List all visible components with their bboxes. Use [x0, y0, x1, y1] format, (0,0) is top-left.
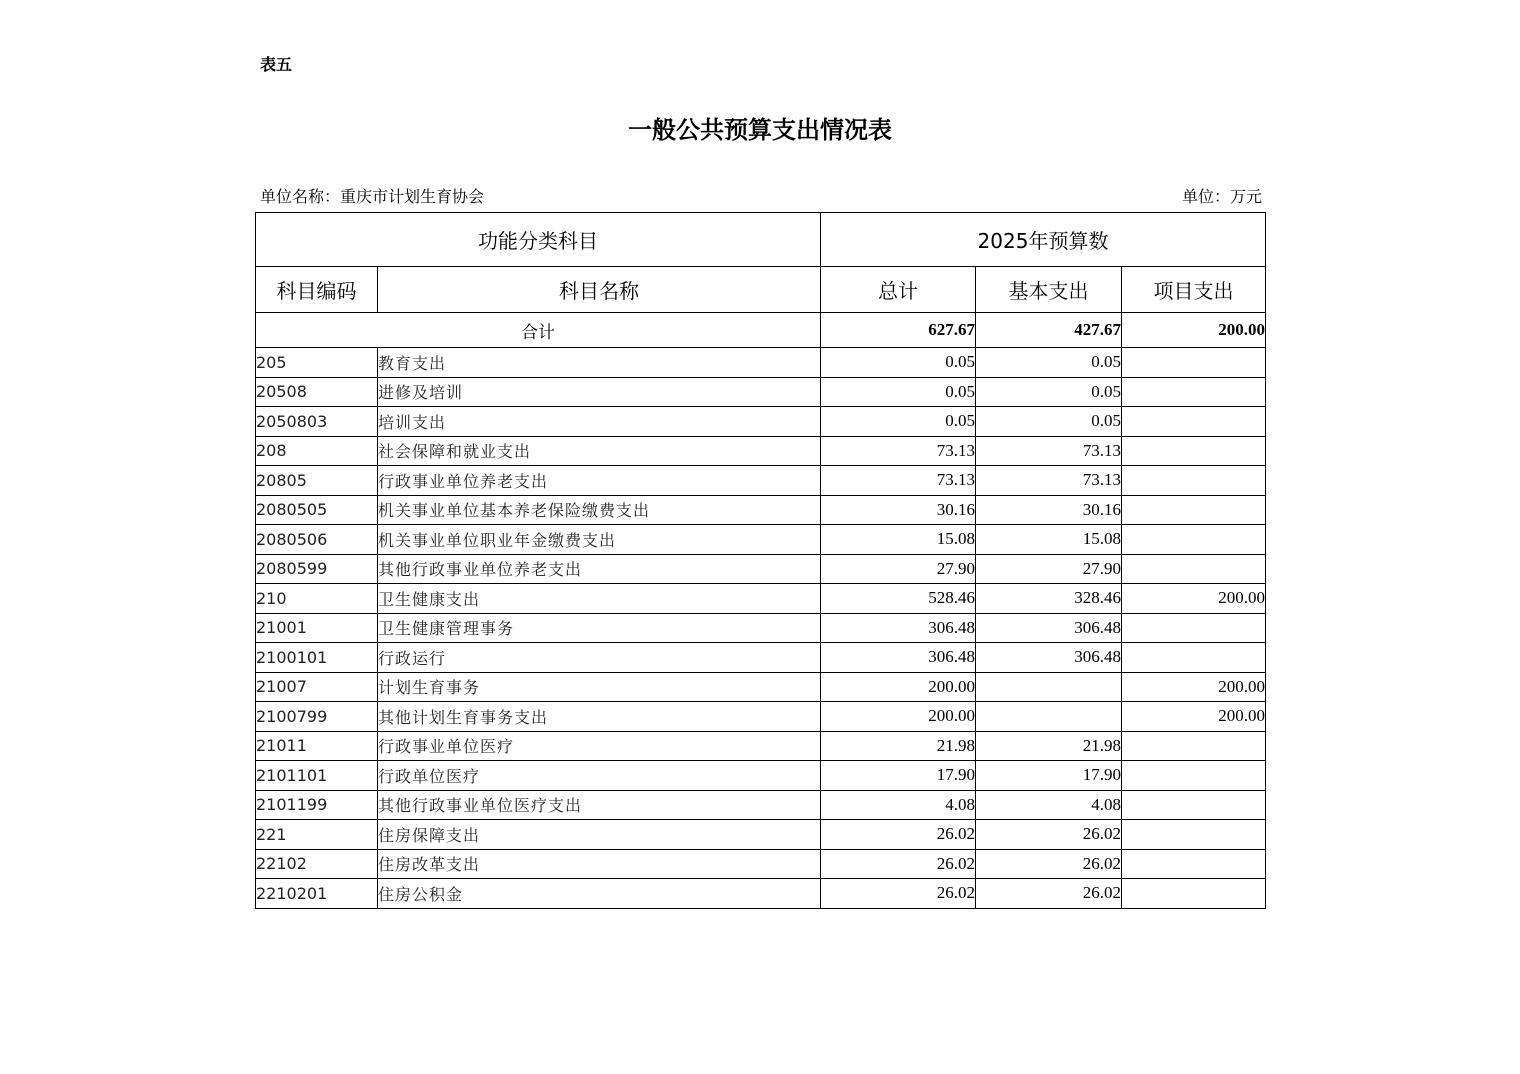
row-project	[1122, 407, 1266, 437]
row-code: 208	[256, 436, 378, 466]
row-name: 卫生健康支出	[378, 584, 821, 614]
row-name: 住房保障支出	[378, 820, 821, 850]
row-code: 2080599	[256, 554, 378, 584]
row-name: 机关事业单位职业年金缴费支出	[378, 525, 821, 555]
row-code: 205	[256, 348, 378, 378]
table-row	[256, 554, 1266, 584]
row-code: 21007	[256, 672, 378, 702]
row-name: 其他行政事业单位医疗支出	[378, 790, 821, 820]
row-total: 26.02	[821, 879, 976, 909]
row-project	[1122, 436, 1266, 466]
row-project: 200.00	[1122, 702, 1266, 732]
header-budget: 2025年预算数	[821, 213, 1266, 267]
row-name: 其他行政事业单位养老支出	[378, 554, 821, 584]
row-total: 26.02	[821, 849, 976, 879]
row-code: 22102	[256, 849, 378, 879]
row-total: 0.05	[821, 377, 976, 407]
row-name: 卫生健康管理事务	[378, 613, 821, 643]
unit-label: 单位：万元	[1181, 187, 1262, 206]
table-row	[256, 761, 1266, 791]
table-row	[256, 377, 1266, 407]
row-code: 2050803	[256, 407, 378, 437]
row-code: 2101199	[256, 790, 378, 820]
row-total: 200.00	[821, 672, 976, 702]
header-code: 科目编码	[256, 267, 378, 313]
table-row	[256, 731, 1266, 761]
row-basic: 17.90	[976, 761, 1122, 791]
row-total: 15.08	[821, 525, 976, 555]
row-code: 20508	[256, 377, 378, 407]
table-label: 表五	[260, 55, 293, 74]
row-code: 21011	[256, 731, 378, 761]
table-row	[256, 466, 1266, 496]
row-code: 210	[256, 584, 378, 614]
row-name: 计划生育事务	[378, 672, 821, 702]
row-name: 住房改革支出	[378, 849, 821, 879]
row-total: 0.05	[821, 407, 976, 437]
row-total: 27.90	[821, 554, 976, 584]
row-code: 2080506	[256, 525, 378, 555]
table-row	[256, 495, 1266, 525]
meta-row	[260, 184, 1262, 207]
row-name: 行政单位医疗	[378, 761, 821, 791]
page-title: 一般公共预算支出情况表	[628, 115, 892, 144]
row-project	[1122, 643, 1266, 673]
row-total: 306.48	[821, 643, 976, 673]
budget-table	[255, 212, 1266, 909]
total-project: 200.00	[1122, 313, 1266, 348]
row-basic: 4.08	[976, 790, 1122, 820]
row-project	[1122, 466, 1266, 496]
row-project	[1122, 849, 1266, 879]
row-project	[1122, 613, 1266, 643]
row-name: 进修及培训	[378, 377, 821, 407]
row-total: 4.08	[821, 790, 976, 820]
row-name: 行政事业单位养老支出	[378, 466, 821, 496]
row-name: 行政运行	[378, 643, 821, 673]
table-row	[256, 348, 1266, 378]
row-project	[1122, 790, 1266, 820]
row-total: 528.46	[821, 584, 976, 614]
total-total: 627.67	[821, 313, 976, 348]
row-basic: 73.13	[976, 436, 1122, 466]
row-name: 社会保障和就业支出	[378, 436, 821, 466]
table-row	[256, 436, 1266, 466]
header-row-1	[256, 213, 1266, 267]
row-total: 26.02	[821, 820, 976, 850]
row-total: 0.05	[821, 348, 976, 378]
row-total: 73.13	[821, 466, 976, 496]
row-basic: 15.08	[976, 525, 1122, 555]
row-project	[1122, 377, 1266, 407]
row-basic: 328.46	[976, 584, 1122, 614]
header-name: 科目名称	[378, 267, 821, 313]
row-basic: 0.05	[976, 348, 1122, 378]
table-body	[256, 313, 1266, 909]
header-total: 总计	[821, 267, 976, 313]
row-project	[1122, 554, 1266, 584]
table-row	[256, 849, 1266, 879]
row-project: 200.00	[1122, 584, 1266, 614]
row-basic: 30.16	[976, 495, 1122, 525]
table-row	[256, 407, 1266, 437]
row-total: 17.90	[821, 761, 976, 791]
row-total: 73.13	[821, 436, 976, 466]
row-basic: 0.05	[976, 407, 1122, 437]
row-total: 30.16	[821, 495, 976, 525]
header-project: 项目支出	[1122, 267, 1266, 313]
table-row	[256, 643, 1266, 673]
row-project	[1122, 525, 1266, 555]
row-code: 2100799	[256, 702, 378, 732]
row-basic: 21.98	[976, 731, 1122, 761]
row-name: 其他计划生育事务支出	[378, 702, 821, 732]
row-code: 2101101	[256, 761, 378, 791]
row-basic: 0.05	[976, 377, 1122, 407]
row-project: 200.00	[1122, 672, 1266, 702]
header-row-2	[256, 267, 1266, 313]
header-basic: 基本支出	[976, 267, 1122, 313]
row-code: 2080505	[256, 495, 378, 525]
row-basic: 73.13	[976, 466, 1122, 496]
total-basic: 427.67	[976, 313, 1122, 348]
table-row	[256, 584, 1266, 614]
row-basic	[976, 672, 1122, 702]
row-project	[1122, 761, 1266, 791]
row-basic	[976, 702, 1122, 732]
row-project	[1122, 731, 1266, 761]
table-row	[256, 702, 1266, 732]
table-row	[256, 790, 1266, 820]
table-row	[256, 820, 1266, 850]
row-project	[1122, 879, 1266, 909]
total-label: 合计	[256, 313, 821, 348]
row-total: 21.98	[821, 731, 976, 761]
row-code: 2210201	[256, 879, 378, 909]
row-project	[1122, 348, 1266, 378]
table-row	[256, 613, 1266, 643]
row-code: 20805	[256, 466, 378, 496]
row-basic: 306.48	[976, 643, 1122, 673]
row-code: 21001	[256, 613, 378, 643]
row-basic: 26.02	[976, 879, 1122, 909]
row-basic: 26.02	[976, 820, 1122, 850]
unit-name: 单位名称：重庆市计划生育协会	[260, 187, 485, 206]
header-category: 功能分类科目	[256, 213, 821, 267]
row-total: 200.00	[821, 702, 976, 732]
table-row	[256, 879, 1266, 909]
row-project	[1122, 495, 1266, 525]
total-row	[256, 313, 1266, 348]
row-total: 306.48	[821, 613, 976, 643]
row-basic: 306.48	[976, 613, 1122, 643]
table-row	[256, 525, 1266, 555]
row-name: 培训支出	[378, 407, 821, 437]
row-code: 221	[256, 820, 378, 850]
table-row	[256, 672, 1266, 702]
row-name: 机关事业单位基本养老保险缴费支出	[378, 495, 821, 525]
row-basic: 27.90	[976, 554, 1122, 584]
row-name: 住房公积金	[378, 879, 821, 909]
row-basic: 26.02	[976, 849, 1122, 879]
row-name: 教育支出	[378, 348, 821, 378]
row-name: 行政事业单位医疗	[378, 731, 821, 761]
row-project	[1122, 820, 1266, 850]
row-code: 2100101	[256, 643, 378, 673]
